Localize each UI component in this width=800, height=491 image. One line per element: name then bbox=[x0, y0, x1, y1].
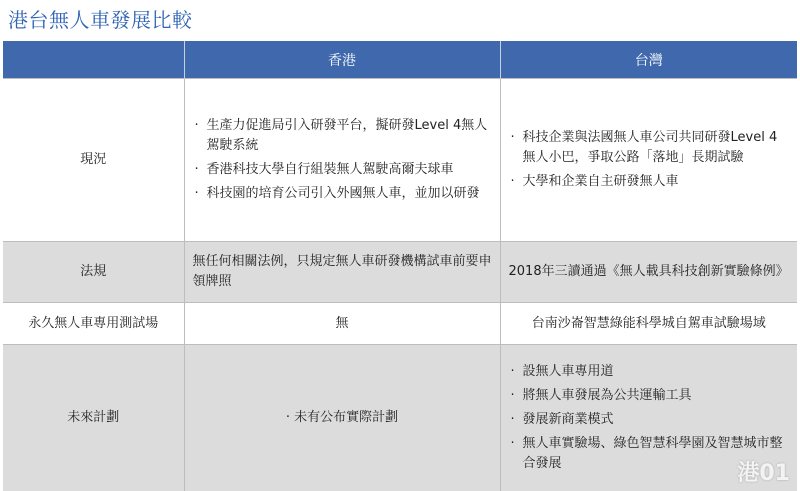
list-item: · 無人車實驗場、綠色智慧科學園及智慧城市整合發展 bbox=[509, 434, 790, 474]
hongkong-cell bbox=[184, 345, 500, 491]
list-item: · 未有公布實際計劃 bbox=[285, 409, 399, 425]
taiwan-cell: 2018年三讀通過《無人載具科技創新實驗條例》 bbox=[500, 242, 797, 303]
table-row-future-plan bbox=[3, 345, 797, 491]
table-header-row bbox=[3, 41, 797, 79]
watermark-logo: 港01 bbox=[737, 461, 790, 486]
hongkong-cell: 無任何相關法例，只規定無人車研發機構試車前要申領牌照 bbox=[184, 242, 500, 303]
bullet-list bbox=[193, 116, 492, 204]
taiwan-cell bbox=[500, 79, 797, 242]
row-label: 永久無人車專用測試場 bbox=[3, 303, 184, 345]
table-row-test-site bbox=[3, 303, 797, 345]
list-item: · 大學和企業自主研發無人車 bbox=[509, 172, 790, 192]
header-taiwan: 台灣 bbox=[500, 41, 797, 79]
taiwan-cell: 台南沙崙智慧綠能科學城自駕車試驗場域 bbox=[500, 303, 797, 345]
list-item: · 設無人車專用道 bbox=[509, 362, 790, 382]
list-item: · 科技園的培育公司引入外國無人車，並加以研發 bbox=[193, 184, 492, 204]
list-item: · 科技企業與法國無人車公司共同研發Level 4無人小巴，爭取公路「落地」長期試驗 bbox=[509, 128, 790, 168]
list-item: · 將無人車發展為公共運輸工具 bbox=[509, 386, 790, 406]
hongkong-cell: 無 bbox=[184, 303, 500, 345]
row-label: 現況 bbox=[3, 79, 184, 242]
list-item: · 香港科技大學自行組裝無人駕駛高爾夫球車 bbox=[193, 160, 492, 180]
table-row-regulation bbox=[3, 242, 797, 303]
header-hongkong: 香港 bbox=[184, 41, 500, 79]
header-blank bbox=[3, 41, 184, 79]
hongkong-cell bbox=[184, 79, 500, 242]
list-item: · 生產力促進局引入研發平台，擬研發Level 4無人駕駛系統 bbox=[193, 116, 492, 156]
table-row-status bbox=[3, 79, 797, 242]
row-label: 法規 bbox=[3, 242, 184, 303]
row-label: 未來計劃 bbox=[3, 345, 184, 491]
comparison-table bbox=[3, 41, 797, 491]
bullet-list bbox=[509, 128, 790, 192]
page-title: 港台無人車發展比較 bbox=[8, 8, 193, 32]
list-item: · 發展新商業模式 bbox=[509, 410, 790, 430]
